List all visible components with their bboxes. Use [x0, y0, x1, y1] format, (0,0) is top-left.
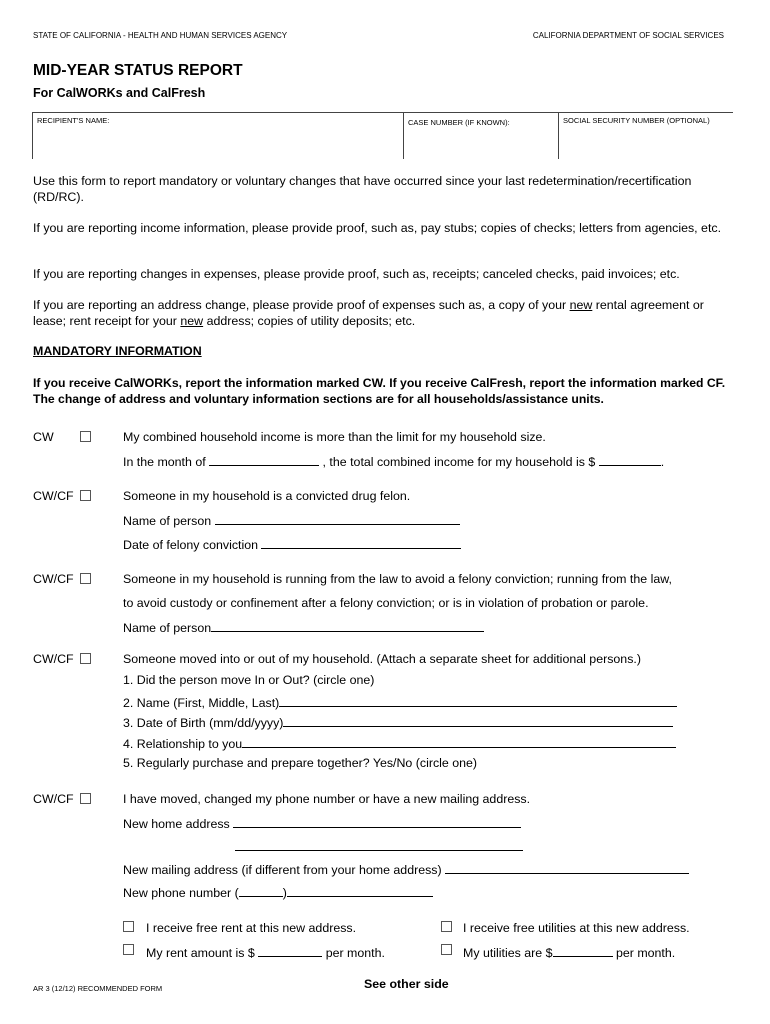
rent-amount-checkbox[interactable] [123, 944, 134, 955]
moved-checkbox[interactable] [80, 653, 91, 664]
felon-program-label: CW/CF [33, 489, 74, 503]
phone-area-code-field[interactable] [239, 884, 283, 897]
felon-date-line: Date of felony conviction [123, 536, 461, 552]
intro-paragraph-3: If you are reporting changes in expenses, please provide proof, such as, receipts; canceled checks, paid invoices; etc. [33, 267, 680, 281]
fleeing-checkbox[interactable] [80, 573, 91, 584]
form-title: MID-YEAR STATUS REPORT [33, 62, 243, 79]
address-program-label: CW/CF [33, 792, 74, 806]
agency-header: STATE OF CALIFORNIA - HEALTH AND HUMAN SERVICES AGENCY [33, 31, 288, 40]
moved-name-field[interactable] [279, 694, 677, 707]
moved-item-3: 3. Date of Birth (mm/dd/yyyy) [123, 714, 673, 730]
felon-name-line: Name of person [123, 512, 460, 528]
mandatory-heading: MANDATORY INFORMATION [33, 344, 202, 358]
utilities-amount-checkbox[interactable] [441, 944, 452, 955]
phone-line: New phone number ( ) [123, 884, 433, 900]
income-statement: My combined household income is more than the limit for my household size. [123, 430, 546, 444]
income-checkbox[interactable] [80, 431, 91, 442]
home-address-field-2[interactable] [235, 850, 523, 851]
home-address-line: New home address [123, 815, 521, 831]
felon-date-field[interactable] [261, 536, 461, 549]
moved-item-4: 4. Relationship to you [123, 735, 676, 751]
mailing-address-field[interactable] [445, 861, 689, 874]
moved-item-1: 1. Did the person move In or Out? (circle one) [123, 673, 375, 687]
mailing-address-line: New mailing address (if different from your home address) [123, 861, 689, 877]
recipient-name-label: RECIPIENT'S NAME: [37, 116, 110, 125]
address-checkbox[interactable] [80, 793, 91, 804]
fleeing-statement-1: Someone in my household is running from the law to avoid a felony conviction; running from the law, [123, 572, 672, 586]
moved-relationship-field[interactable] [242, 735, 676, 748]
case-number-label: CASE NUMBER (IF KNOWN): [408, 118, 510, 127]
address-statement: I have moved, changed my phone number or have a new mailing address. [123, 792, 531, 806]
income-amount-field[interactable] [599, 453, 661, 466]
intro-paragraph-4: If you are reporting an address change, please provide proof of expenses such as, a copy of your new rental agreement or lease; rent receipt for your new address; copies of utility deposits; etc. [33, 298, 704, 328]
felon-statement: Someone in my household is a convicted drug felon. [123, 489, 411, 503]
recipient-name-field[interactable] [33, 113, 403, 159]
moved-statement: Someone moved into or out of my household. (Attach a separate sheet for additional persons.) [123, 652, 641, 666]
home-address-field[interactable] [233, 815, 521, 828]
fleeing-name-line: Name of person [123, 619, 484, 635]
utilities-amount-field[interactable] [553, 944, 613, 957]
moved-program-label: CW/CF [33, 652, 74, 666]
ssn-label: SOCIAL SECURITY NUMBER (OPTIONAL) [563, 116, 710, 125]
felon-checkbox[interactable] [80, 490, 91, 501]
free-utilities-checkbox[interactable] [441, 921, 452, 932]
income-program-label: CW [33, 430, 54, 444]
free-rent-checkbox[interactable] [123, 921, 134, 932]
free-rent-label: I receive free rent at this new address. [146, 921, 357, 935]
intro-paragraph-1: Use this form to report mandatory or voluntary changes that have occurred since your last redetermination/recertification (RD/RC). [33, 174, 692, 204]
free-utilities-label: I receive free utilities at this new address. [463, 921, 690, 935]
rent-amount-field[interactable] [258, 944, 322, 957]
department-header: CALIFORNIA DEPARTMENT OF SOCIAL SERVICES [532, 31, 724, 40]
felon-name-field[interactable] [215, 512, 460, 525]
fleeing-statement-2: to avoid custody or confinement after a felony conviction; or is in violation of probation or parole. [123, 596, 649, 610]
intro-paragraph-2: If you are reporting income information, please provide proof, such as, pay stubs; copies of checks; letters from agencies, etc. [33, 221, 722, 235]
phone-number-field[interactable] [287, 884, 433, 897]
rent-amount-line: My rent amount is $ per month. [146, 946, 385, 960]
moved-item-2: 2. Name (First, Middle, Last) [123, 694, 677, 710]
mandatory-note: If you receive CalWORKs, report the information marked CW. If you receive CalFresh, report the information marked CF. The change of address and voluntary information sections are for all households/assistance units. [33, 376, 726, 406]
moved-dob-field[interactable] [283, 714, 673, 727]
recipient-id-box [32, 112, 733, 159]
moved-item-5: 5. Regularly purchase and prepare together? Yes/No (circle one) [123, 756, 478, 770]
ssn-field[interactable] [558, 113, 733, 159]
see-other-side: See other side [364, 977, 449, 991]
case-number-field[interactable] [403, 113, 558, 159]
form-subtitle: For CalWORKs and CalFresh [33, 86, 206, 100]
form-id: AR 3 (12/12) RECOMMENDED FORM [33, 984, 163, 993]
utilities-amount-line: My utilities are $ per month. [463, 946, 676, 960]
income-month-field[interactable] [209, 453, 319, 466]
fleeing-program-label: CW/CF [33, 572, 74, 586]
fleeing-name-field[interactable] [211, 619, 484, 632]
income-month-line: In the month of , the total combined income for my household is $ . [123, 455, 665, 469]
